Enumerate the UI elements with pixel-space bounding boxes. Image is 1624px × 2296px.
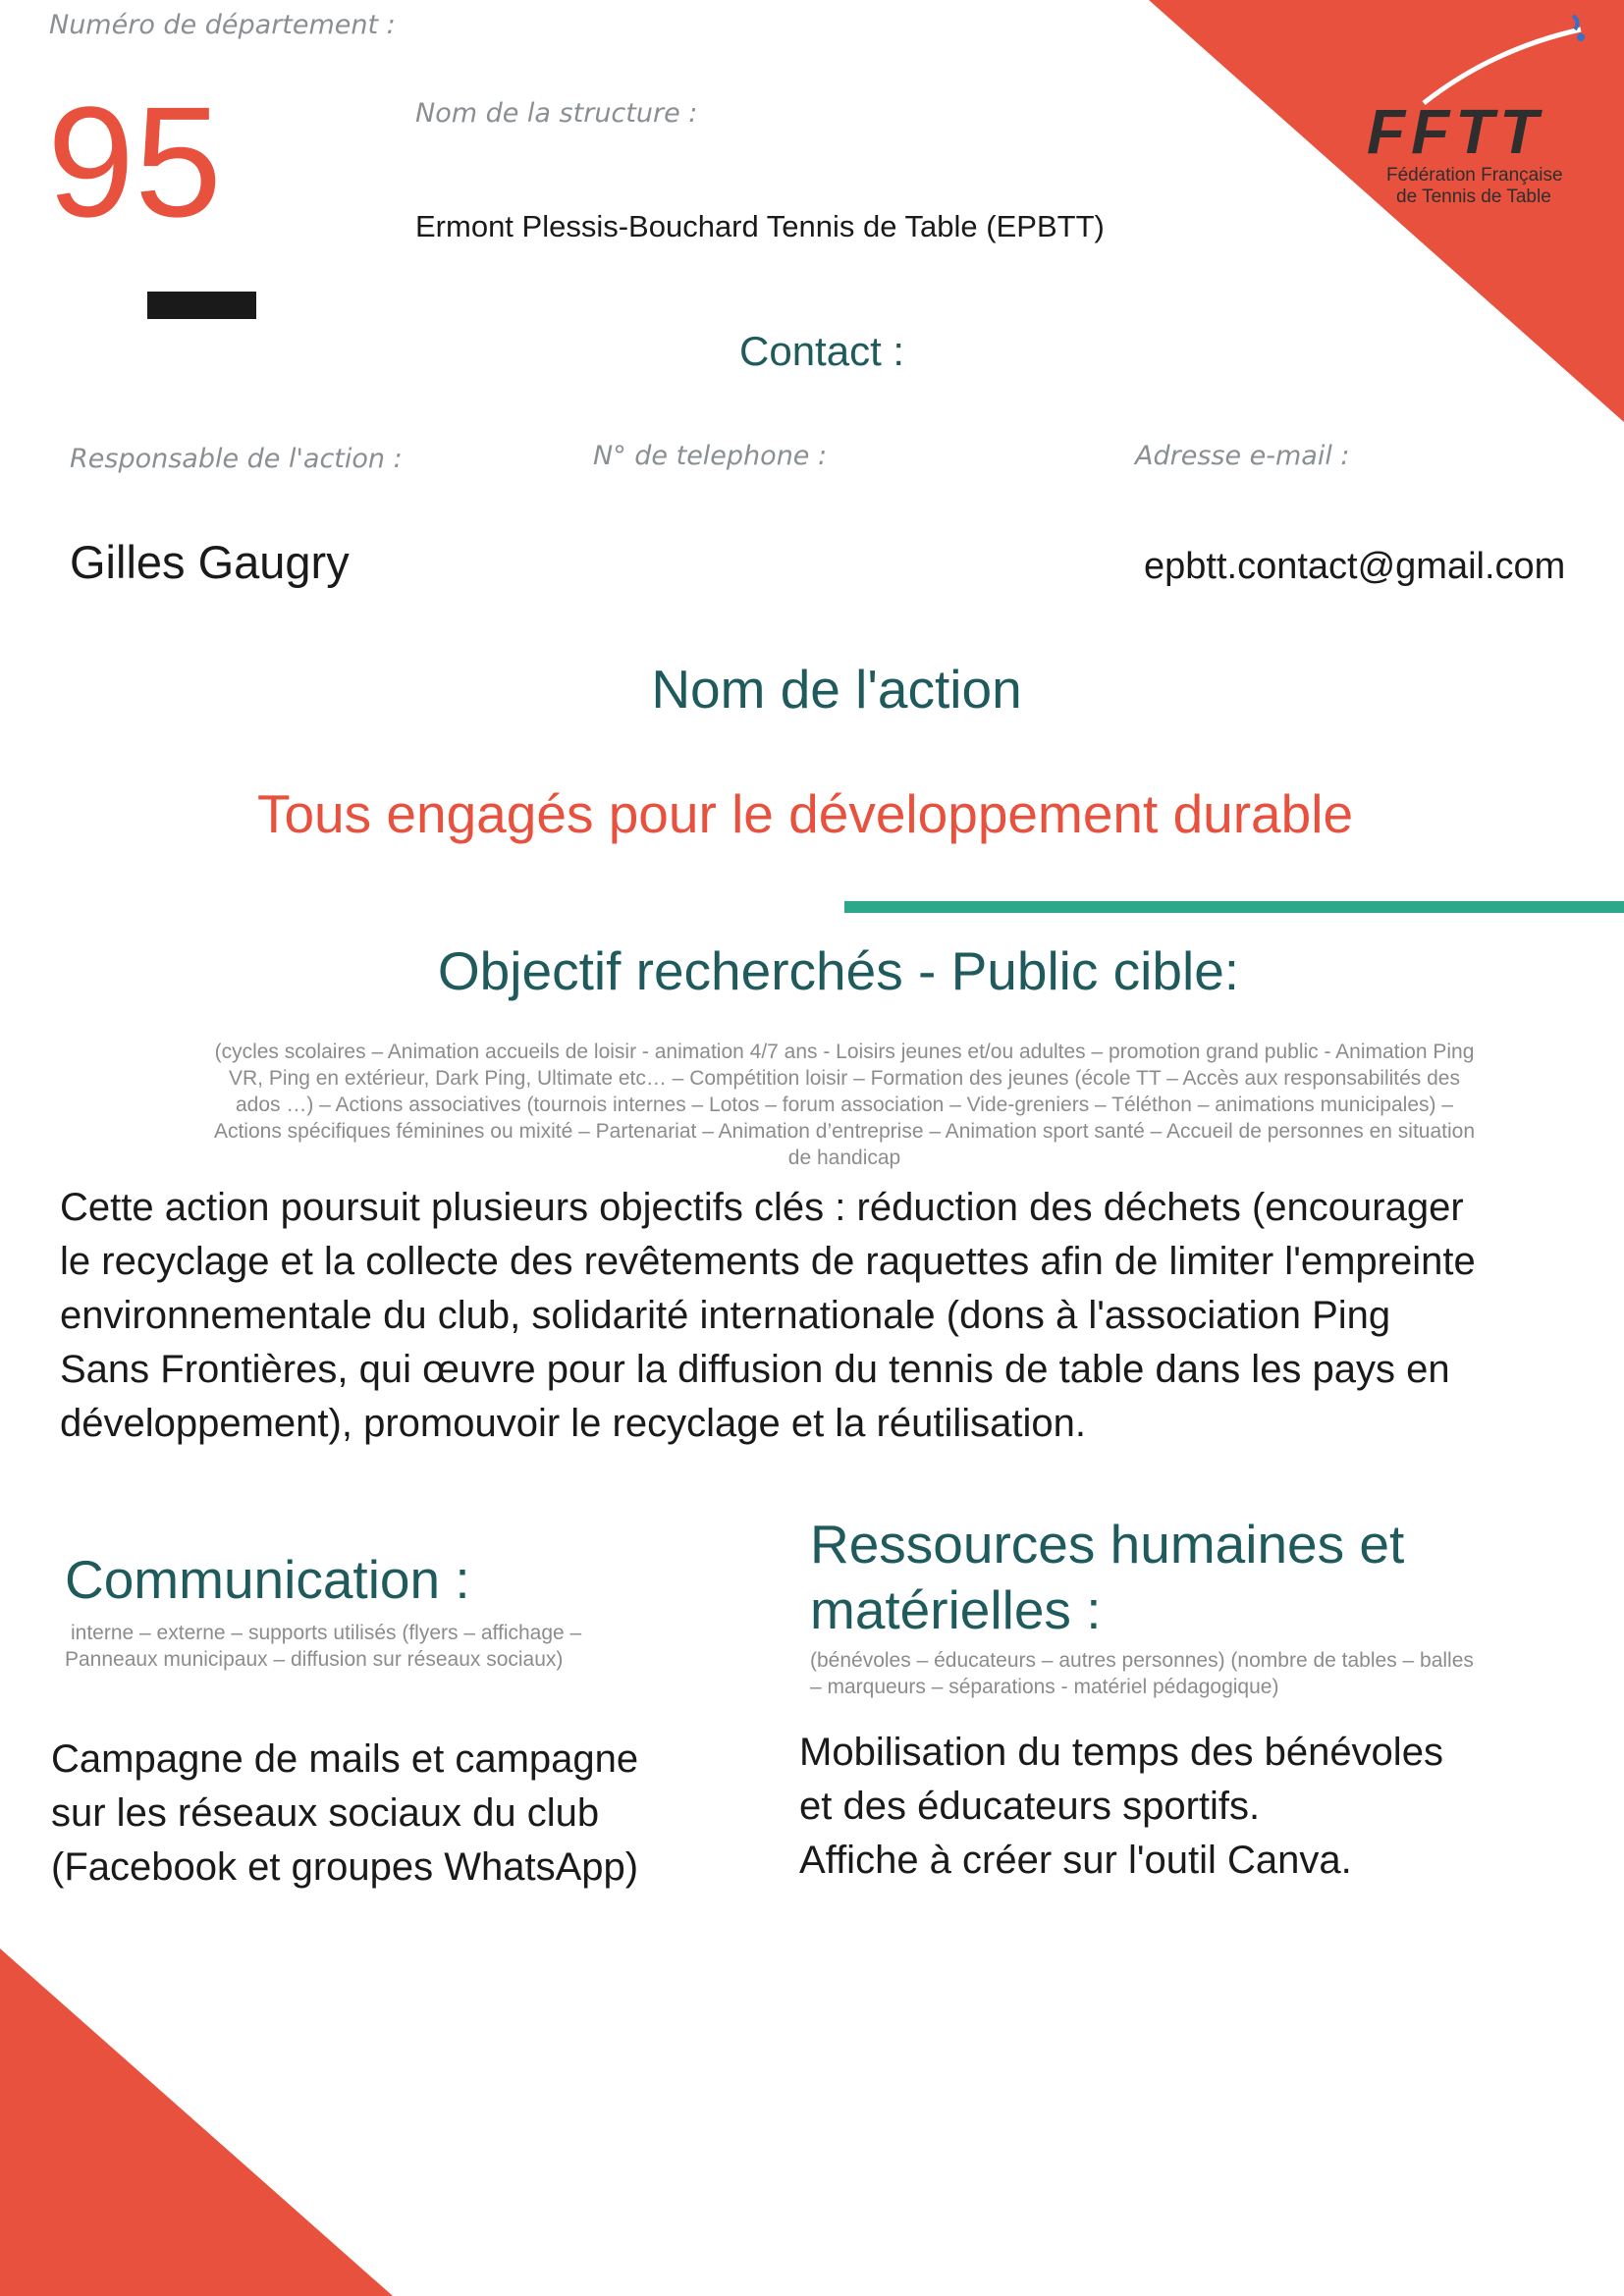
objectives-hint-line: Actions spécifiques féminines ou mixité – Partenariat – Animation d’entreprise – Animation sport santé – Accueil de personnes en situation	[213, 1120, 1476, 1143]
logo-acronym: FFTT	[1367, 96, 1544, 167]
action-title: Nom de l'action	[651, 659, 1022, 720]
resources-text-line: et des éducateurs sportifs.	[799, 1785, 1261, 1828]
objectives-hint-line: (cycles scolaires – Animation accueils de loisir - animation 4/7 ans - Loisirs jeunes et/ou adultes – promotion grand public - Animation Ping	[214, 1041, 1475, 1063]
resources-title-line: Ressources humaines et	[810, 1514, 1405, 1575]
communication-text-line: sur les réseaux sociaux du club	[51, 1791, 600, 1835]
resources-title-line: matérielles :	[810, 1579, 1102, 1640]
dept-underline-bar	[147, 292, 256, 319]
objectives-text	[60, 1181, 1476, 1451]
email-label: Adresse e-mail :	[1135, 441, 1350, 471]
objectives-text-line: Cette action poursuit plusieurs objectifs clés : réduction des déchets (encourager	[60, 1186, 1464, 1229]
responsable-value: Gilles Gaugry	[70, 536, 350, 588]
objectives-hint-line: VR, Ping en extérieur, Dark Ping, Ultimate etc… – Compétition loisir – Formation des jeunes (école TT – Accès aux responsabilités des	[229, 1067, 1460, 1090]
objectives-text-line: environnementale du club, solidarité internationale (dons à l'association Ping	[60, 1294, 1391, 1337]
objectives-hint-line: ados …) – Actions associatives (tournois internes – Lotos – forum association – Vide-greniers – Téléthon – animations municipales) –	[235, 1094, 1454, 1116]
phone-label: N° de telephone :	[593, 441, 828, 471]
resources-hint-line: – marqueurs – séparations - matériel pédagogique)	[810, 1676, 1279, 1698]
contact-title: Contact :	[739, 328, 905, 374]
objectives-title: Objectif recherchés - Public cible:	[437, 940, 1240, 1001]
resources-hint-line: (bénévoles – éducateurs – autres personnes) (nombre de tables – balles	[810, 1649, 1474, 1672]
communication-text-line: (Facebook et groupes WhatsApp)	[51, 1845, 639, 1889]
resources-text-line: Mobilisation du temps des bénévoles	[799, 1731, 1443, 1774]
resources-title	[810, 1512, 1404, 1643]
resources-text-line: Affiche à créer sur l'outil Canva.	[799, 1839, 1352, 1882]
structure-name: Ermont Plessis-Bouchard Tennis de Table (EPBTT)	[415, 209, 1105, 243]
communication-text	[51, 1733, 638, 1895]
objectives-text-line: Sans Frontières, qui œuvre pour la diffusion du tennis de table dans les pays en	[60, 1348, 1450, 1391]
communication-text-line: Campagne de mails et campagne	[51, 1737, 639, 1781]
communication-hint-line: Panneaux municipaux – diffusion sur réseaux sociaux)	[65, 1648, 564, 1671]
objectives-text-line: développement), promouvoir le recyclage et la réutilisation.	[60, 1402, 1086, 1445]
structure-label: Nom de la structure :	[415, 98, 698, 129]
communication-hint	[65, 1620, 581, 1673]
logo-line-1: Fédération Française	[1386, 165, 1563, 186]
corner-triangle-bottom-left	[0, 1949, 393, 2296]
fftt-logo	[1345, 10, 1610, 206]
section-divider	[844, 901, 1624, 913]
action-name: Tous engagés pour le développement durable	[256, 783, 1354, 844]
communication-hint-line: interne – externe – supports utilisés (flyers – affichage –	[71, 1622, 582, 1644]
communication-title: Communication :	[65, 1549, 470, 1610]
dept-number: 95	[47, 74, 222, 249]
responsable-label: Responsable de l'action :	[70, 444, 403, 474]
objectives-text-line: le recyclage et la collecte des revêtements de raquettes afin de limiter l'empreinte	[60, 1240, 1476, 1283]
email-value[interactable]: epbtt.contact@gmail.com	[1144, 546, 1566, 587]
objectives-hint	[128, 1039, 1561, 1171]
objectives-hint-line: de handicap	[787, 1147, 901, 1169]
resources-text	[799, 1726, 1443, 1888]
dept-label: Numéro de département :	[49, 10, 396, 40]
resources-hint	[810, 1647, 1474, 1700]
logo-line-2: de Tennis de Table	[1396, 187, 1551, 207]
